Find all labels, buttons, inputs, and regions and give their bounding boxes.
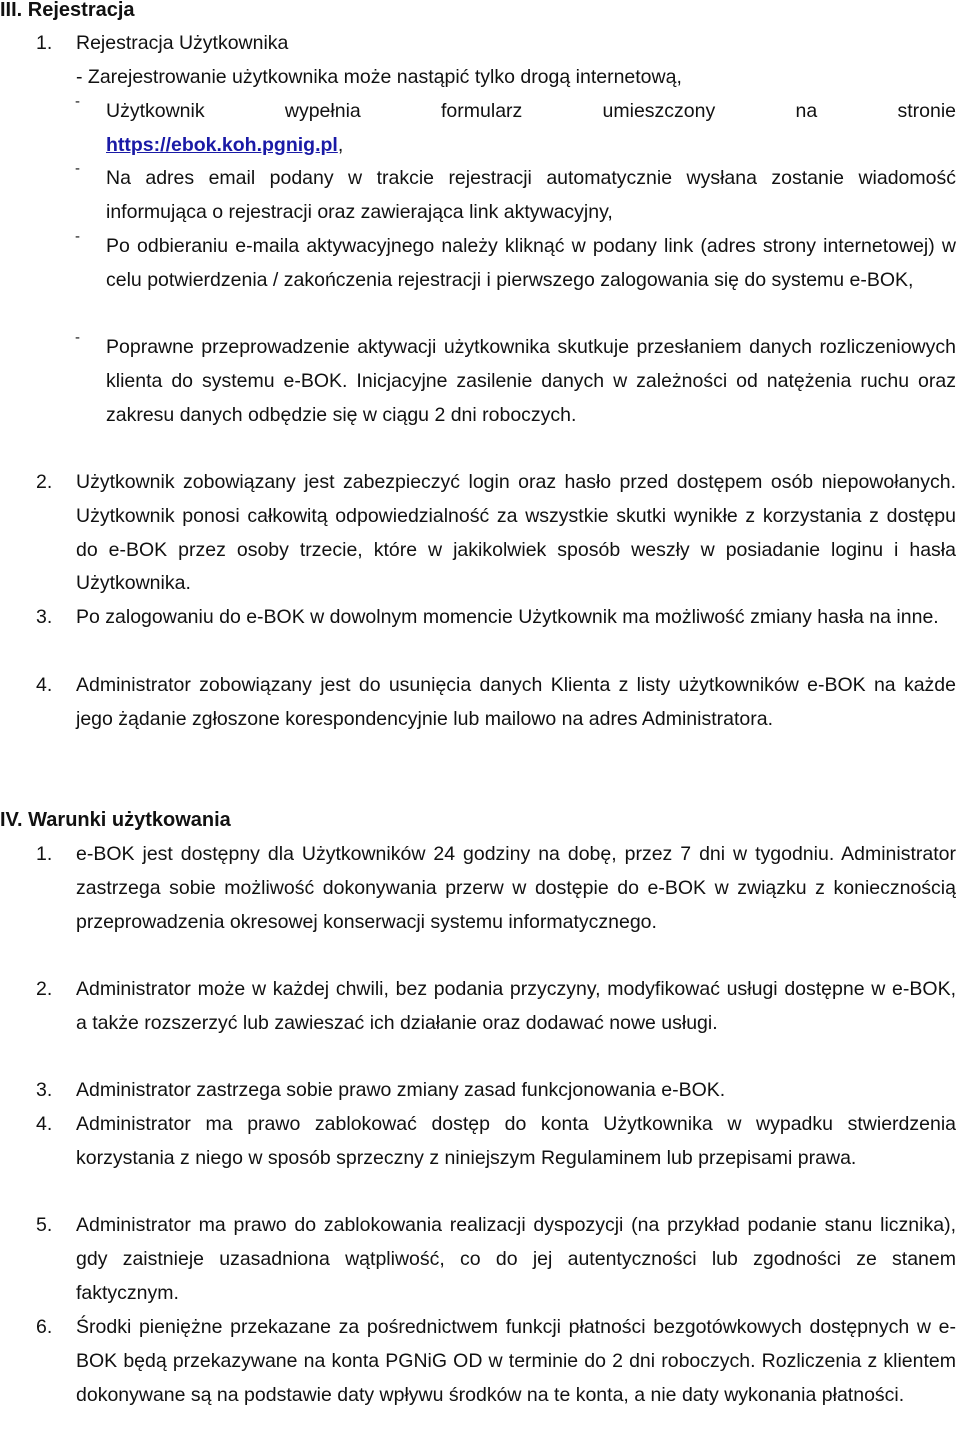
- list-number: 5.: [36, 1214, 53, 1236]
- list-item-text: Po zalogowaniu do e-BOK w dowolnym momencie Użytkownik ma możliwość zmiany hasła na inne.: [76, 606, 939, 628]
- list-number: 4.: [36, 674, 53, 696]
- bullet-marker: -: [75, 228, 80, 245]
- list-item-text: Administrator ma prawo zablokować dostęp do konta Użytkownika w wypadku stwierdzenia korzystania z niego w sposób sprzeczny z niniejszym Regulaminem lub przepisami prawa.: [76, 1113, 956, 1169]
- bullet-text: Po odbieraniu e-maila aktywacyjnego należy kliknąć w podany link (adres strony internetowej) w celu potwierdzenia / zakończenia rejestracji i pierwszego zalogowania się do systemu e-BOK,: [106, 235, 956, 291]
- list-item-text: Administrator może w każdej chwili, bez podania przyczyny, modyfikować usługi dostępne w e-BOK, a także rozszerzyć lub zawieszać ich działanie oraz dodawać nowe usługi.: [76, 978, 956, 1034]
- list-number: 3.: [36, 606, 53, 628]
- list-number: 1.: [36, 32, 53, 54]
- list-item-title: Rejestracja Użytkownika: [76, 32, 289, 54]
- list-number: 1.: [36, 843, 53, 865]
- list-item-text: Administrator ma prawo do zablokowania realizacji dyspozycji (na przykład podanie stanu licznika), gdy zaistnieje uzasadniona wątpliwość, co do jej autentyczności lub zgodności ze stanem faktycznym.: [76, 1214, 956, 1304]
- bullet-text-suffix: ,: [337, 133, 344, 156]
- list-number: 4.: [36, 1113, 53, 1135]
- section-heading-registration: III. Rejestracja: [0, 0, 135, 21]
- list-number: 2.: [36, 471, 53, 493]
- bullet-marker: -: [75, 93, 80, 110]
- list-number: 2.: [36, 978, 53, 1000]
- section-heading-terms-of-use: IV. Warunki użytkowania: [0, 809, 231, 831]
- bullet-text: Na adres email podany w trakcie rejestracji automatycznie wysłana zostanie wiadomość informująca o rejestracji oraz zawierająca link aktywacyjny,: [106, 167, 956, 223]
- list-item-text: Administrator zastrzega sobie prawo zmiany zasad funkcjonowania e-BOK.: [76, 1079, 726, 1101]
- list-item-text: e-BOK jest dostępny dla Użytkowników 24 godziny na dobę, przez 7 dni w tygodniu. Administrator zastrzega sobie możliwość dokonywania przerw w dostępie do e-BOK w związku z koniecznością przeprowadzenia okresowej konserwacji systemu informatycznego.: [76, 843, 956, 933]
- list-number: 6.: [36, 1316, 53, 1338]
- ebok-link[interactable]: https://ebok.koh.pgnig.pl: [106, 133, 338, 156]
- list-item-text: Użytkownik zobowiązany jest zabezpieczyć login oraz hasło przed dostępem osób niepowołanych. Użytkownik ponosi całkowitą odpowiedzialność za wszystkie skutki wynikłe z korzystania z dostępu do e-BOK przez osoby trzecie, które w jakikolwiek sposób weszły w posiadanie loginu i hasła Użytkownika.: [76, 471, 956, 595]
- bullet-text: Poprawne przeprowadzenie aktywacji użytkownika skutkuje przesłaniem danych rozliczeniowych klienta do systemu e-BOK. Inicjacyjne zasilenie danych w zależności od natężenia ruchu oraz zakresu danych odbędzie się w ciągu 2 dni roboczych.: [106, 336, 956, 426]
- bullet-marker: -: [75, 160, 80, 177]
- list-number: 3.: [36, 1079, 53, 1101]
- bullet-marker: -: [75, 329, 80, 346]
- bullet-text-line: Użytkownik wypełnia formularz umieszczony na stronie: [106, 100, 956, 122]
- list-item-text: Administrator zobowiązany jest do usunięcia danych Klienta z listy użytkowników e-BOK na każde jego żądanie zgłoszone korespondencyjnie lub mailowo na adres Administratora.: [76, 674, 956, 730]
- bullet-text: [106, 95, 956, 163]
- registration-intro-text: - Zarejestrowanie użytkownika może nastąpić tylko drogą internetową,: [76, 66, 682, 88]
- list-item-text: Środki pieniężne przekazane za pośrednictwem funkcji płatności bezgotówkowych dostępnych w e-BOK będą przekazywane na konta PGNiG OD w terminie do 2 dni roboczych. Rozliczenia z klientem dokonywane są na podstawie daty wpływu środków na te konta, a nie daty wykonania płatności.: [76, 1316, 956, 1406]
